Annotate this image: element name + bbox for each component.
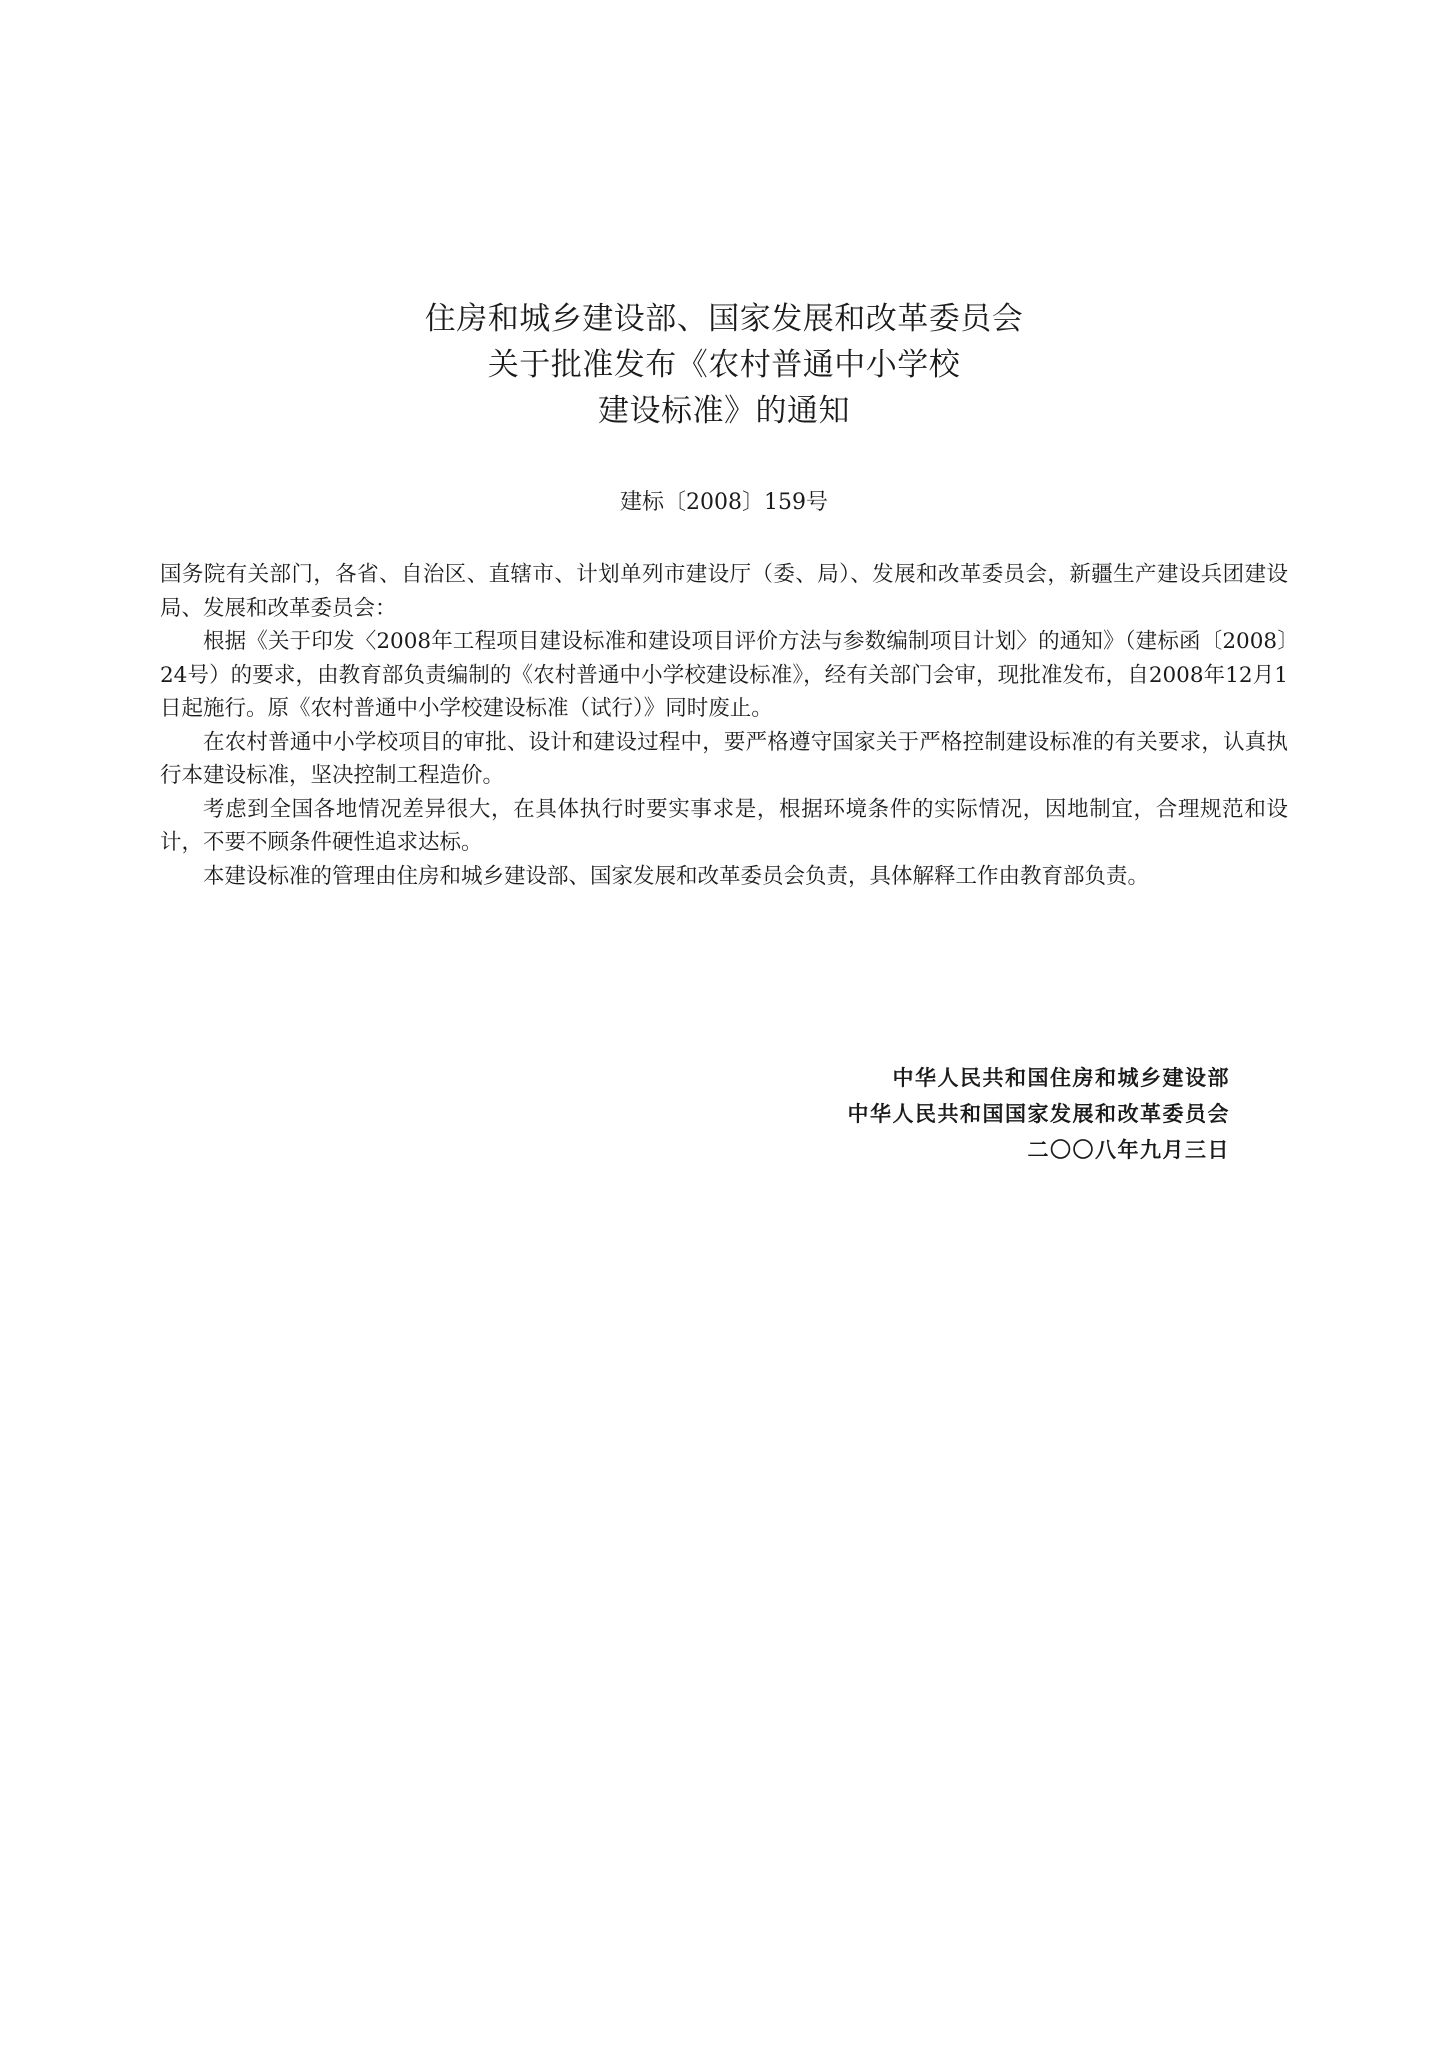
body-paragraph-2: 在农村普通中小学校项目的审批、设计和建设过程中，要严格遵守国家关于严格控制建设标准的有关要求，认真执行本建设标准，坚决控制工程造价。 (160, 729, 1288, 788)
document-title (0, 296, 1448, 434)
body-paragraph-3: 考虑到全国各地情况差异很大，在具体执行时要实事求是，根据环境条件的实际情况，因地制宜，合理规范和设计，不要不顾条件硬性追求达标。 (160, 796, 1288, 855)
document-body (160, 558, 1288, 893)
signature-block (700, 1060, 1230, 1168)
signature-org-2: 中华人民共和国国家发展和改革委员会 (847, 1102, 1230, 1126)
body-paragraph-4: 本建设标准的管理由住房和城乡建设部、国家发展和改革委员会负责，具体解释工作由教育部负责。 (203, 863, 1150, 889)
signature-date: 二〇〇八年九月三日 (1027, 1138, 1230, 1162)
title-line-3: 建设标准》的通知 (598, 393, 850, 429)
title-line-1: 住房和城乡建设部、国家发展和改革委员会 (424, 301, 1024, 337)
recipients-paragraph: 国务院有关部门，各省、自治区、直辖市、计划单列市建设厅（委、局）、发展和改革委员会，新疆生产建设兵团建设局、发展和改革委员会： (160, 562, 1288, 621)
title-line-2: 关于批准发布《农村普通中小学校 (487, 347, 961, 383)
body-paragraph-1: 根据《关于印发〈2008年工程项目建设标准和建设项目评价方法与参数编制项目计划〉的通知》（建标函〔2008〕24号）的要求，由教育部负责编制的《农村普通中小学校建设标准》，经有关部门会审，现批准发布，自2008年12月1日起施行。原《农村普通中小学校建设标准（试行）》同时废止。 (160, 629, 1288, 721)
signature-org-1: 中华人民共和国住房和城乡建设部 (892, 1066, 1230, 1090)
document-number: 建标〔2008〕159号 (620, 490, 828, 515)
